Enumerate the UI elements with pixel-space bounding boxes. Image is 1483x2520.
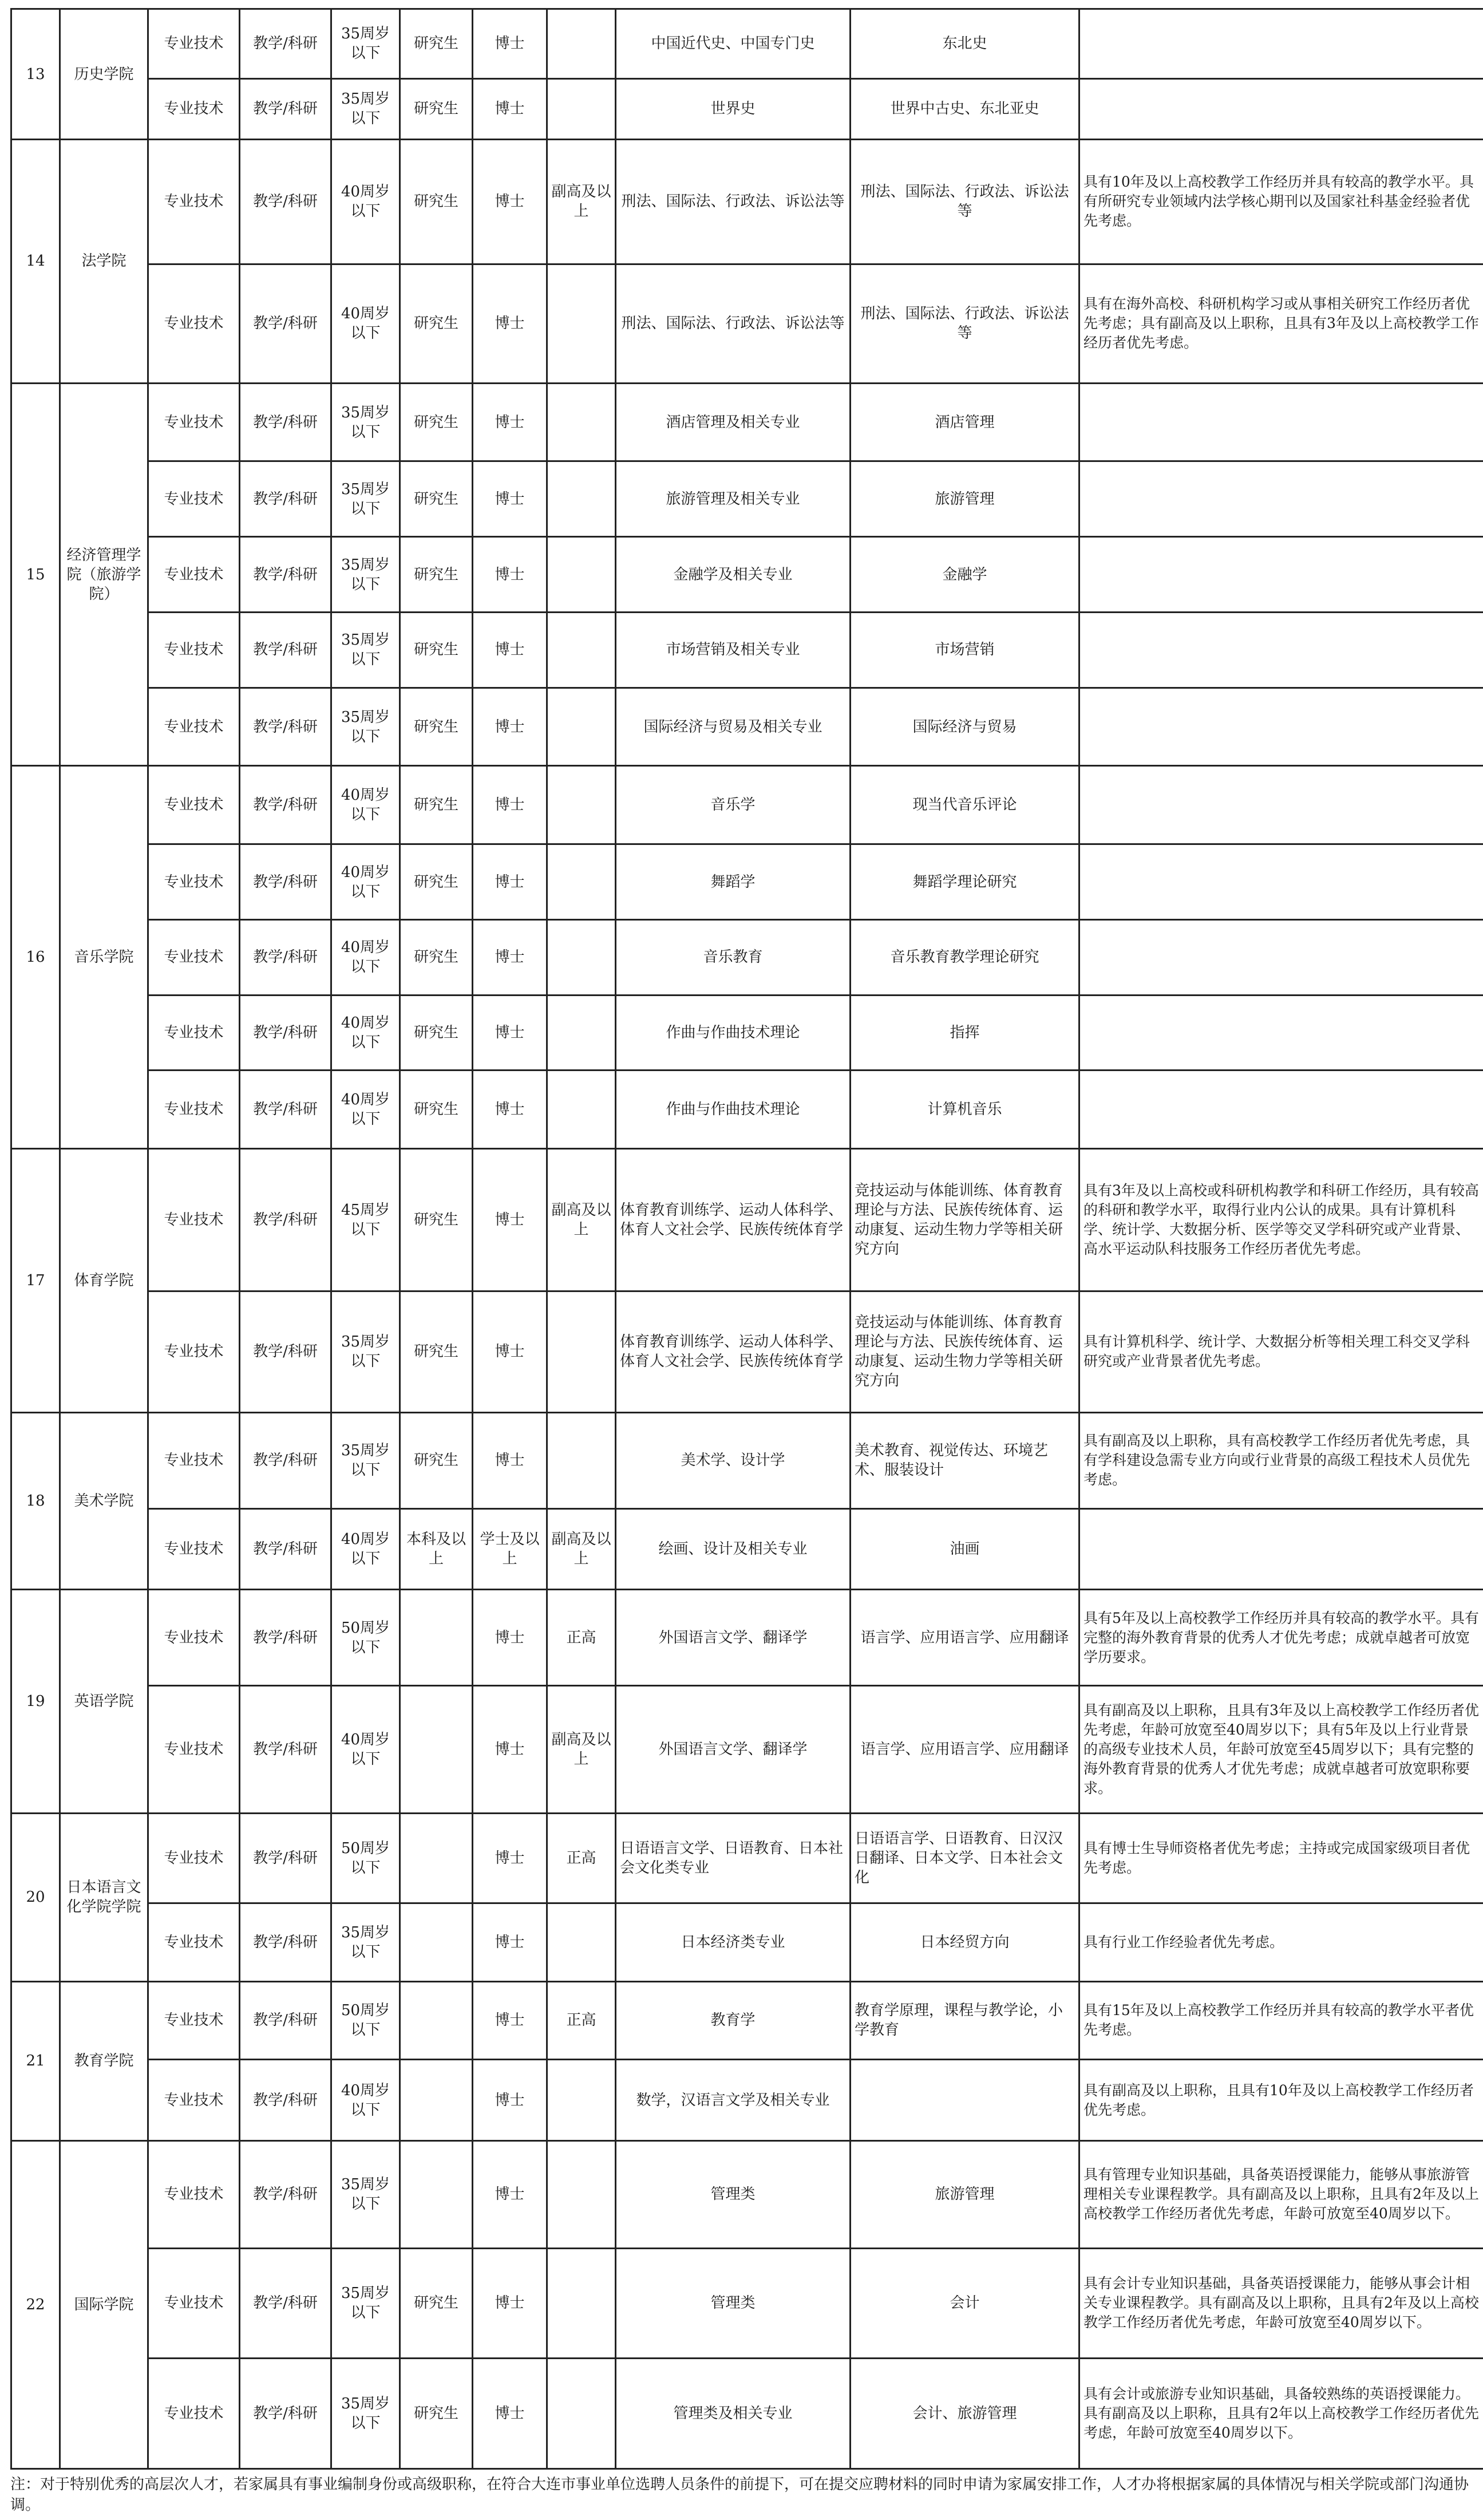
other-requirements: 具有副高及以上职称，且具有10年及以上高校教学工作经历者优先考虑。 [1079, 2060, 1483, 2141]
post-name: 教学/科研 [240, 140, 331, 264]
research-direction: 油画 [851, 1508, 1079, 1590]
post-name: 教学/科研 [240, 2359, 331, 2469]
title-requirement [547, 1903, 616, 1981]
position-type: 专业技术 [148, 1291, 240, 1413]
education-requirement [400, 1590, 473, 1685]
other-requirements [1079, 9, 1483, 79]
age-requirement: 35周岁以下 [331, 2248, 400, 2359]
education-requirement: 研究生 [400, 1149, 473, 1291]
major-requirement: 美术学、设计学 [616, 1413, 851, 1508]
education-requirement [400, 2060, 473, 2141]
title-requirement: 正高 [547, 1590, 616, 1685]
degree-requirement: 博士 [473, 1149, 547, 1291]
table-row [11, 612, 1483, 688]
age-requirement: 50周岁以下 [331, 1590, 400, 1685]
age-requirement: 40周岁以下 [331, 140, 400, 264]
research-direction: 竞技运动与体能训练、体育教育理论与方法、民族传统体育、运动康复、运动生物力学等相关研究方向 [851, 1149, 1079, 1291]
position-type: 专业技术 [148, 612, 240, 688]
table-row [11, 2141, 1483, 2248]
position-type: 专业技术 [148, 78, 240, 139]
title-requirement [547, 766, 616, 844]
age-requirement: 35周岁以下 [331, 9, 400, 79]
major-requirement: 体育教育训练学、运动人体科学、体育人文社会学、民族传统体育学 [616, 1291, 851, 1413]
major-requirement: 管理类 [616, 2141, 851, 2248]
age-requirement: 50周岁以下 [331, 1981, 400, 2060]
position-type: 专业技术 [148, 2060, 240, 2141]
title-requirement: 副高及以上 [547, 1508, 616, 1590]
age-requirement: 35周岁以下 [331, 537, 400, 613]
table-row [11, 140, 1483, 264]
row-number: 20 [11, 1813, 60, 1981]
age-requirement: 40周岁以下 [331, 844, 400, 920]
education-requirement [400, 1813, 473, 1903]
research-direction: 日语语言学、日语教育、日汉汉日翻译、日本文学、日本社会文化 [851, 1813, 1079, 1903]
research-direction: 会计、旅游管理 [851, 2359, 1079, 2469]
other-requirements: 具有15年及以上高校教学工作经历并具有较高的教学水平者优先考虑。 [1079, 1981, 1483, 2060]
research-direction: 旅游管理 [851, 2141, 1079, 2248]
table-row [11, 2248, 1483, 2359]
major-requirement: 舞蹈学 [616, 844, 851, 920]
other-requirements [1079, 383, 1483, 461]
degree-requirement: 博士 [473, 78, 547, 139]
research-direction: 现当代音乐评论 [851, 766, 1079, 844]
other-requirements [1079, 688, 1483, 766]
major-requirement: 管理类 [616, 2248, 851, 2359]
major-requirement: 外国语言文学、翻译学 [616, 1685, 851, 1813]
position-type: 专业技术 [148, 2248, 240, 2359]
post-name: 教学/科研 [240, 688, 331, 766]
row-number: 18 [11, 1413, 60, 1590]
major-requirement: 市场营销及相关专业 [616, 612, 851, 688]
position-type: 专业技术 [148, 461, 240, 537]
position-type: 专业技术 [148, 688, 240, 766]
table-row [11, 2060, 1483, 2141]
other-requirements: 具有会计专业知识基础，具备英语授课能力，能够从事会计相关专业课程教学。具有副高及以上职称，且具有2年及以上高校教学工作经历者优先考虑，年龄可放宽至40周岁以下。 [1079, 2248, 1483, 2359]
education-requirement: 研究生 [400, 2359, 473, 2469]
other-requirements: 具有副高及以上职称，且具有3年及以上高校教学工作经历者优先考虑，年龄可放宽至40周岁以下；具有5年及以上行业背景的高级专业技术人员，年龄可放宽至45周岁以下；具有完整的海外教育背景的优秀人才优先考虑；成就卓越者可放宽职称要求。 [1079, 1685, 1483, 1813]
title-requirement: 正高 [547, 1813, 616, 1903]
position-type: 专业技术 [148, 1813, 240, 1903]
degree-requirement: 博士 [473, 1903, 547, 1981]
research-direction: 刑法、国际法、行政法、诉讼法等 [851, 140, 1079, 264]
major-requirement: 刑法、国际法、行政法、诉讼法等 [616, 264, 851, 383]
other-requirements [1079, 766, 1483, 844]
unit-name: 历史学院 [60, 9, 148, 140]
post-name: 教学/科研 [240, 1981, 331, 2060]
position-type: 专业技术 [148, 1981, 240, 2060]
degree-requirement: 博士 [473, 612, 547, 688]
table-row [11, 1149, 1483, 1291]
education-requirement: 研究生 [400, 537, 473, 613]
post-name: 教学/科研 [240, 1071, 331, 1149]
research-direction: 旅游管理 [851, 461, 1079, 537]
table-row [11, 1508, 1483, 1590]
table-row [11, 1590, 1483, 1685]
post-name: 教学/科研 [240, 537, 331, 613]
other-requirements: 具有5年及以上高校教学工作经历并具有较高的教学水平。具有完整的海外教育背景的优秀人才优先考虑；成就卓越者可放宽学历要求。 [1079, 1590, 1483, 1685]
title-requirement [547, 264, 616, 383]
title-requirement [547, 2248, 616, 2359]
degree-requirement: 博士 [473, 995, 547, 1071]
position-type: 专业技术 [148, 1071, 240, 1149]
post-name: 教学/科研 [240, 1508, 331, 1590]
table-row [11, 383, 1483, 461]
position-type: 专业技术 [148, 2359, 240, 2469]
table-row [11, 9, 1483, 79]
post-name: 教学/科研 [240, 1149, 331, 1291]
row-number: 19 [11, 1590, 60, 1813]
research-direction: 国际经济与贸易 [851, 688, 1079, 766]
unit-name: 经济管理学院（旅游学院） [60, 383, 148, 766]
degree-requirement: 博士 [473, 1071, 547, 1149]
title-requirement: 副高及以上 [547, 1149, 616, 1291]
research-direction [851, 2060, 1079, 2141]
title-requirement [547, 844, 616, 920]
major-requirement: 作曲与作曲技术理论 [616, 1071, 851, 1149]
major-requirement: 作曲与作曲技术理论 [616, 995, 851, 1071]
table-row [11, 461, 1483, 537]
position-type: 专业技术 [148, 140, 240, 264]
table-row [11, 1813, 1483, 1903]
table-row [11, 1291, 1483, 1413]
education-requirement: 研究生 [400, 78, 473, 139]
other-requirements: 具有管理专业知识基础，具备英语授课能力，能够从事旅游管理相关专业课程教学。具有副高及以上职称，且具有2年及以上高校教学工作经历者优先考虑，年龄可放宽至40周岁以下。 [1079, 2141, 1483, 2248]
education-requirement: 研究生 [400, 1291, 473, 1413]
degree-requirement: 博士 [473, 1981, 547, 2060]
title-requirement [547, 1413, 616, 1508]
research-direction: 竞技运动与体能训练、体育教育理论与方法、民族传统体育、运动康复、运动生物力学等相关研究方向 [851, 1291, 1079, 1413]
title-requirement [547, 2060, 616, 2141]
degree-requirement: 博士 [473, 1413, 547, 1508]
education-requirement: 研究生 [400, 1071, 473, 1149]
table-row [11, 688, 1483, 766]
research-direction: 教育学原理，课程与教学论，小学教育 [851, 1981, 1079, 2060]
table-row [11, 1071, 1483, 1149]
research-direction: 东北史 [851, 9, 1079, 79]
education-requirement [400, 1903, 473, 1981]
position-type: 专业技术 [148, 1590, 240, 1685]
position-type: 专业技术 [148, 766, 240, 844]
education-requirement: 研究生 [400, 844, 473, 920]
title-requirement [547, 1071, 616, 1149]
age-requirement: 45周岁以下 [331, 1149, 400, 1291]
major-requirement: 数学，汉语言文学及相关专业 [616, 2060, 851, 2141]
degree-requirement: 博士 [473, 2359, 547, 2469]
position-type: 专业技术 [148, 1508, 240, 1590]
position-type: 专业技术 [148, 9, 240, 79]
title-requirement [547, 688, 616, 766]
major-requirement: 外国语言文学、翻译学 [616, 1590, 851, 1685]
unit-name: 英语学院 [60, 1590, 148, 1813]
post-name: 教学/科研 [240, 2141, 331, 2248]
age-requirement: 35周岁以下 [331, 383, 400, 461]
title-requirement [547, 2359, 616, 2469]
degree-requirement: 学士及以上 [473, 1508, 547, 1590]
other-requirements [1079, 1071, 1483, 1149]
row-number: 21 [11, 1981, 60, 2141]
table-row [11, 1903, 1483, 1981]
age-requirement: 40周岁以下 [331, 1071, 400, 1149]
post-name: 教学/科研 [240, 612, 331, 688]
unit-name: 日本语言文化学院学院 [60, 1813, 148, 1981]
education-requirement: 研究生 [400, 920, 473, 996]
row-number: 13 [11, 9, 60, 140]
major-requirement: 日语语言文学、日语教育、日本社会文化类专业 [616, 1813, 851, 1903]
footnote: 注：对于特别优秀的高层次人才，若家属具有事业编制身份或高级职称，在符合大连市事业单位选聘人员条件的前提下，可在提交应聘材料的同时申请为家属安排工作，人才办将根据家属的具体情况与相关学院或部门沟通协调。 [10, 2476, 1469, 2514]
degree-requirement: 博士 [473, 688, 547, 766]
post-name: 教学/科研 [240, 766, 331, 844]
position-type: 专业技术 [148, 537, 240, 613]
title-requirement: 副高及以上 [547, 140, 616, 264]
row-number: 17 [11, 1149, 60, 1413]
research-direction: 指挥 [851, 995, 1079, 1071]
age-requirement: 35周岁以下 [331, 78, 400, 139]
other-requirements [1079, 844, 1483, 920]
degree-requirement: 博士 [473, 920, 547, 996]
degree-requirement: 博士 [473, 1590, 547, 1685]
table-row [11, 920, 1483, 996]
education-requirement: 研究生 [400, 995, 473, 1071]
other-requirements [1079, 461, 1483, 537]
title-requirement [547, 9, 616, 79]
post-name: 教学/科研 [240, 1291, 331, 1413]
major-requirement: 音乐学 [616, 766, 851, 844]
position-type: 专业技术 [148, 1903, 240, 1981]
position-type: 专业技术 [148, 1685, 240, 1813]
degree-requirement: 博士 [473, 2060, 547, 2141]
row-number: 22 [11, 2141, 60, 2469]
education-requirement: 研究生 [400, 461, 473, 537]
research-direction: 酒店管理 [851, 383, 1079, 461]
research-direction: 刑法、国际法、行政法、诉讼法等 [851, 264, 1079, 383]
education-requirement: 研究生 [400, 612, 473, 688]
age-requirement: 35周岁以下 [331, 1413, 400, 1508]
major-requirement: 音乐教育 [616, 920, 851, 996]
table-row [11, 766, 1483, 844]
position-type: 专业技术 [148, 844, 240, 920]
major-requirement: 世界史 [616, 78, 851, 139]
post-name: 教学/科研 [240, 461, 331, 537]
other-requirements: 具有计算机科学、统计学、大数据分析等相关理工科交叉学科研究或产业背景者优先考虑。 [1079, 1291, 1483, 1413]
table-row [11, 1981, 1483, 2060]
table-row [11, 537, 1483, 613]
position-type: 专业技术 [148, 2141, 240, 2248]
degree-requirement: 博士 [473, 844, 547, 920]
research-direction: 市场营销 [851, 612, 1079, 688]
title-requirement [547, 2141, 616, 2248]
post-name: 教学/科研 [240, 383, 331, 461]
education-requirement: 研究生 [400, 766, 473, 844]
age-requirement: 40周岁以下 [331, 264, 400, 383]
research-direction: 语言学、应用语言学、应用翻译 [851, 1590, 1079, 1685]
major-requirement: 金融学及相关专业 [616, 537, 851, 613]
table-row [11, 844, 1483, 920]
unit-name: 国际学院 [60, 2141, 148, 2469]
post-name: 教学/科研 [240, 78, 331, 139]
post-name: 教学/科研 [240, 920, 331, 996]
other-requirements: 具有在海外高校、科研机构学习或从事相关研究工作经历者优先考虑；具有副高及以上职称，且具有3年及以上高校教学工作经历者优先考虑。 [1079, 264, 1483, 383]
other-requirements [1079, 995, 1483, 1071]
research-direction: 音乐教育教学理论研究 [851, 920, 1079, 996]
post-name: 教学/科研 [240, 2248, 331, 2359]
title-requirement [547, 1291, 616, 1413]
post-name: 教学/科研 [240, 1590, 331, 1685]
education-requirement: 研究生 [400, 140, 473, 264]
degree-requirement: 博士 [473, 140, 547, 264]
table-row [11, 1685, 1483, 1813]
degree-requirement: 博士 [473, 264, 547, 383]
position-type: 专业技术 [148, 995, 240, 1071]
position-type: 专业技术 [148, 264, 240, 383]
unit-name: 教育学院 [60, 1981, 148, 2141]
post-name: 教学/科研 [240, 9, 331, 79]
post-name: 教学/科研 [240, 1903, 331, 1981]
major-requirement: 体育教育训练学、运动人体科学、体育人文社会学、民族传统体育学 [616, 1149, 851, 1291]
post-name: 教学/科研 [240, 2060, 331, 2141]
age-requirement: 40周岁以下 [331, 1685, 400, 1813]
education-requirement: 研究生 [400, 9, 473, 79]
post-name: 教学/科研 [240, 1685, 331, 1813]
age-requirement: 40周岁以下 [331, 1508, 400, 1590]
education-requirement: 研究生 [400, 2248, 473, 2359]
table-row [11, 78, 1483, 139]
age-requirement: 40周岁以下 [331, 920, 400, 996]
education-requirement: 研究生 [400, 383, 473, 461]
research-direction: 美术教育、视觉传达、环境艺术、服装设计 [851, 1413, 1079, 1508]
row-number: 16 [11, 766, 60, 1149]
age-requirement: 35周岁以下 [331, 612, 400, 688]
table-row [11, 1413, 1483, 1508]
title-requirement [547, 383, 616, 461]
degree-requirement: 博士 [473, 461, 547, 537]
education-requirement [400, 2141, 473, 2248]
research-direction: 计算机音乐 [851, 1071, 1079, 1149]
major-requirement: 管理类及相关专业 [616, 2359, 851, 2469]
education-requirement [400, 1685, 473, 1813]
other-requirements [1079, 537, 1483, 613]
degree-requirement: 博士 [473, 2141, 547, 2248]
research-direction: 语言学、应用语言学、应用翻译 [851, 1685, 1079, 1813]
age-requirement: 40周岁以下 [331, 995, 400, 1071]
unit-name: 音乐学院 [60, 766, 148, 1149]
research-direction: 舞蹈学理论研究 [851, 844, 1079, 920]
education-requirement [400, 1981, 473, 2060]
age-requirement: 40周岁以下 [331, 766, 400, 844]
post-name: 教学/科研 [240, 264, 331, 383]
recruitment-table [10, 8, 1483, 2470]
age-requirement: 35周岁以下 [331, 688, 400, 766]
table-row [11, 264, 1483, 383]
degree-requirement: 博士 [473, 766, 547, 844]
age-requirement: 40周岁以下 [331, 2060, 400, 2141]
major-requirement: 国际经济与贸易及相关专业 [616, 688, 851, 766]
title-requirement [547, 612, 616, 688]
degree-requirement: 博士 [473, 2248, 547, 2359]
research-direction: 金融学 [851, 537, 1079, 613]
title-requirement [547, 78, 616, 139]
major-requirement: 酒店管理及相关专业 [616, 383, 851, 461]
age-requirement: 35周岁以下 [331, 461, 400, 537]
education-requirement: 研究生 [400, 264, 473, 383]
research-direction: 会计 [851, 2248, 1079, 2359]
major-requirement: 教育学 [616, 1981, 851, 2060]
post-name: 教学/科研 [240, 1813, 331, 1903]
other-requirements: 具有博士生导师资格者优先考虑；主持或完成国家级项目者优先考虑。 [1079, 1813, 1483, 1903]
title-requirement [547, 461, 616, 537]
age-requirement: 35周岁以下 [331, 1903, 400, 1981]
other-requirements [1079, 920, 1483, 996]
major-requirement: 刑法、国际法、行政法、诉讼法等 [616, 140, 851, 264]
other-requirements: 具有会计或旅游专业知识基础，具备较熟练的英语授课能力。具有副高及以上职称，且具有2年以上高校教学工作经历者优先考虑，年龄可放宽至40周岁以下。 [1079, 2359, 1483, 2469]
research-direction: 世界中古史、东北亚史 [851, 78, 1079, 139]
degree-requirement: 博士 [473, 1813, 547, 1903]
title-requirement: 副高及以上 [547, 1685, 616, 1813]
age-requirement: 35周岁以下 [331, 2359, 400, 2469]
major-requirement: 绘画、设计及相关专业 [616, 1508, 851, 1590]
degree-requirement: 博士 [473, 1685, 547, 1813]
major-requirement: 中国近代史、中国专门史 [616, 9, 851, 79]
title-requirement [547, 537, 616, 613]
other-requirements: 具有副高及以上职称，具有高校教学工作经历者优先考虑，具有学科建设急需专业方向或行业背景的高级工程技术人员优先考虑。 [1079, 1413, 1483, 1508]
unit-name: 体育学院 [60, 1149, 148, 1413]
position-type: 专业技术 [148, 1149, 240, 1291]
position-type: 专业技术 [148, 383, 240, 461]
other-requirements [1079, 78, 1483, 139]
table-row [11, 995, 1483, 1071]
post-name: 教学/科研 [240, 844, 331, 920]
position-type: 专业技术 [148, 920, 240, 996]
other-requirements: 具有3年及以上高校或科研机构教学和科研工作经历，具有较高的科研和教学水平，取得行业内公认的成果。具有计算机科学、统计学、大数据分析、医学等交叉学科研究或产业背景、高水平运动队科技服务工作经历者优先考虑。 [1079, 1149, 1483, 1291]
unit-name: 美术学院 [60, 1413, 148, 1590]
title-requirement [547, 995, 616, 1071]
position-type: 专业技术 [148, 1413, 240, 1508]
table-row [11, 2359, 1483, 2469]
age-requirement: 35周岁以下 [331, 1291, 400, 1413]
age-requirement: 50周岁以下 [331, 1813, 400, 1903]
education-requirement: 本科及以上 [400, 1508, 473, 1590]
post-name: 教学/科研 [240, 1413, 331, 1508]
other-requirements [1079, 612, 1483, 688]
row-number: 14 [11, 140, 60, 384]
degree-requirement: 博士 [473, 383, 547, 461]
degree-requirement: 博士 [473, 537, 547, 613]
age-requirement: 35周岁以下 [331, 2141, 400, 2248]
unit-name: 法学院 [60, 140, 148, 384]
other-requirements: 具有10年及以上高校教学工作经历并具有较高的教学水平。具有所研究专业领域内法学核心期刊以及国家社科基金经验者优先考虑。 [1079, 140, 1483, 264]
row-number: 15 [11, 383, 60, 766]
research-direction: 日本经贸方向 [851, 1903, 1079, 1981]
major-requirement: 旅游管理及相关专业 [616, 461, 851, 537]
education-requirement: 研究生 [400, 688, 473, 766]
education-requirement: 研究生 [400, 1413, 473, 1508]
other-requirements [1079, 1508, 1483, 1590]
title-requirement [547, 920, 616, 996]
degree-requirement: 博士 [473, 1291, 547, 1413]
title-requirement: 正高 [547, 1981, 616, 2060]
other-requirements: 具有行业工作经验者优先考虑。 [1079, 1903, 1483, 1981]
major-requirement: 日本经济类专业 [616, 1903, 851, 1981]
post-name: 教学/科研 [240, 995, 331, 1071]
degree-requirement: 博士 [473, 9, 547, 79]
